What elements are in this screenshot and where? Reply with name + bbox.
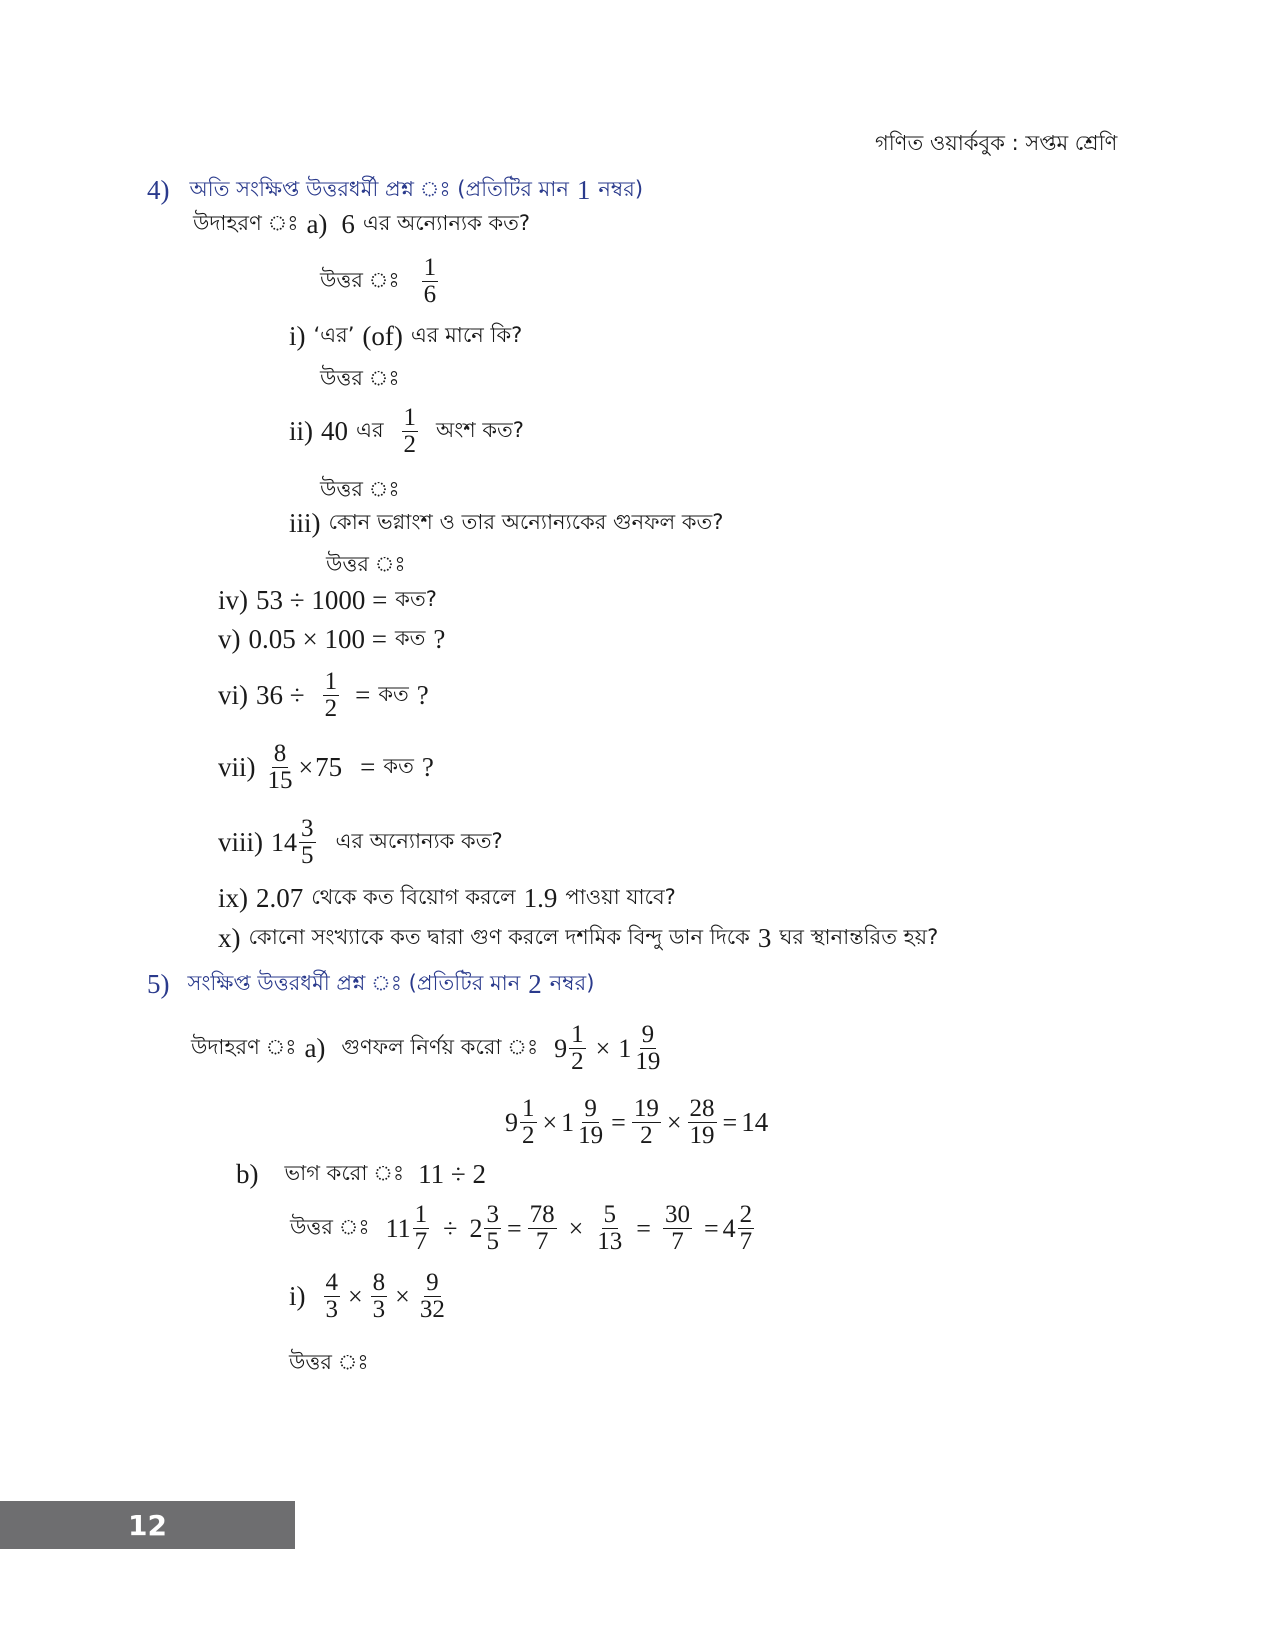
question-4-x [218, 921, 938, 956]
q-value-a: 2.07 [256, 883, 304, 913]
question-4-iv [218, 583, 437, 618]
q-qmark: ? [421, 752, 434, 783]
section-4-number: 4) [147, 175, 170, 205]
section-5-example-a [191, 1022, 664, 1076]
q-value: 75 [315, 752, 343, 783]
example-question: এর অন্যোন্যক কত? [362, 211, 531, 235]
q-expr: 0.05 × 100 = [248, 624, 387, 654]
q-text: অংশ কত? [436, 418, 524, 443]
question-4-ii [289, 405, 524, 459]
fraction: $\frac{78}{7}$ [529, 1201, 555, 1256]
operator: ÷ [443, 1213, 458, 1243]
answer-label: উত্তর ঃ [289, 1350, 369, 1374]
q-text: এর মানে কি? [410, 323, 523, 347]
running-header: গণিত ওয়ার্কবুক : সপ্তম শ্রেণি [875, 131, 1118, 155]
q-eq: = [360, 752, 376, 783]
section-5-title: সংক্ষিপ্ত উত্তরধর্মী প্রশ্ন ঃ (প্রতিটির মান [187, 971, 521, 995]
equals: = [722, 1107, 738, 1137]
answer-label: উত্তর ঃ [320, 477, 400, 501]
q-times: × [298, 752, 314, 782]
q-text: কত [394, 626, 426, 650]
q-qmark: ? [433, 624, 446, 654]
q-text-1: কোনো সংখ্যাকে কত দ্বারা গুণ করলে দশমিক বিন্দু ডান দিকে [248, 925, 750, 949]
q-word: এর [356, 418, 384, 443]
fraction: $\frac{19}{2}$ [633, 1095, 659, 1150]
result: 14 [741, 1107, 769, 1138]
example-label: উদাহরণ ঃ [193, 211, 299, 235]
q-value: 40 [321, 416, 348, 447]
q-label: i) [289, 1281, 306, 1312]
section-5-example-b [236, 1157, 486, 1192]
q-expr: 53 ÷ 1000 = [256, 585, 388, 615]
q-label: v) [218, 624, 241, 654]
section-5-number: 5) [147, 969, 170, 999]
q-label: x) [218, 923, 241, 953]
operator: × [595, 1033, 611, 1063]
mixed-number: 1 $\frac{9}{19}$ [561, 1095, 604, 1150]
q-label: viii) [218, 827, 263, 858]
equals: = [703, 1213, 719, 1243]
example-letter: a) [306, 209, 328, 239]
answer-label: উত্তর ঃ [326, 552, 406, 576]
mixed-number: 1 $\frac{9}{19}$ [618, 1021, 661, 1076]
operator: × [666, 1107, 682, 1137]
q-text: কত [378, 682, 409, 707]
answer-label: উত্তর ঃ [290, 1215, 370, 1240]
example-b-solution [290, 1202, 756, 1256]
example-letter: a) [304, 1033, 326, 1064]
q-label: i) [289, 321, 306, 351]
section-5-marks: 2 [528, 969, 542, 999]
q-label: ii) [289, 416, 313, 447]
operator: × [348, 1281, 363, 1311]
q-fraction: $\frac{1}{2}$ [324, 668, 338, 723]
section-4-heading [147, 173, 643, 208]
q-text-2: পাওয়া যাবে? [565, 885, 676, 909]
example-number: 6 [341, 209, 355, 239]
mixed-number: 2 $\frac{3}{5}$ [469, 1201, 499, 1256]
q-text-1: থেকে কত বিয়োগ করলে [311, 885, 516, 909]
q-fraction: $\frac{8}{15}$ [267, 740, 293, 795]
question-5-i [289, 1270, 449, 1324]
section-5-marks-suffix: নম্বর) [549, 971, 595, 995]
fraction: $\frac{9}{32}$ [419, 1269, 445, 1324]
question-4-vii [218, 741, 434, 795]
question-4-viii [218, 816, 503, 870]
q-eq: = [355, 680, 371, 711]
section-4-marks-suffix: নম্বর) [598, 177, 644, 201]
page-number: 12 [128, 1508, 167, 1542]
question-4-iii [289, 506, 723, 541]
q-mixed-number: 14 $\frac{3}{5}$ [271, 815, 314, 870]
example-letter: b) [236, 1159, 259, 1189]
question-4-ix [218, 881, 676, 916]
fraction: $\frac{5}{13}$ [597, 1201, 623, 1256]
q-text: এর অন্যোন্যক কত? [335, 829, 503, 854]
fraction: $\frac{4}{3}$ [325, 1269, 338, 1324]
section-4-title: অতি সংক্ষিপ্ত উত্তরধর্মী প্রশ্ন ঃ (প্রতিটির মান [189, 177, 569, 201]
section-5-heading [147, 967, 594, 1002]
operator: × [568, 1213, 584, 1243]
section-4-example [193, 207, 530, 242]
answer-label: উত্তর ঃ [320, 268, 400, 293]
page-number-tab [0, 1501, 295, 1549]
q-label: ix) [218, 883, 248, 913]
q-expr: 36 ÷ [256, 680, 305, 711]
equals: = [636, 1213, 651, 1243]
example-answer-fraction: $\frac{1}{6}$ [423, 254, 437, 309]
mixed-number: 9 $\frac{1}{2}$ [554, 1021, 584, 1076]
equals: = [506, 1213, 522, 1243]
question-4-vi [218, 669, 429, 723]
example-instruction: ভাগ করো ঃ [284, 1161, 405, 1185]
mixed-number: 4 $\frac{2}{7}$ [722, 1201, 753, 1256]
answer-label: উত্তর ঃ [320, 366, 400, 390]
q-text-2: ঘর স্থানান্তরিত হয়? [779, 925, 939, 949]
q-text: কত? [395, 587, 437, 611]
mixed-number: 11 $\frac{1}{7}$ [385, 1201, 428, 1256]
mixed-number: 9 $\frac{1}{2}$ [505, 1095, 535, 1150]
question-4-v [218, 622, 445, 657]
section-4-marks: 1 [576, 175, 591, 205]
question-4-i [289, 319, 522, 354]
equals: = [611, 1107, 626, 1137]
operator: × [542, 1107, 558, 1137]
q-label: vi) [218, 680, 248, 711]
q-text: কত [383, 754, 414, 779]
q-label: vii) [218, 752, 256, 783]
example-instruction: গুণফল নির্ণয় করো ঃ [341, 1035, 539, 1060]
example-label: উদাহরণ ঃ [191, 1035, 297, 1060]
example-expression: 11 ÷ 2 [418, 1159, 486, 1189]
q-of: (of) [362, 321, 403, 351]
q-label: iv) [218, 585, 248, 615]
q-label: iii) [289, 508, 321, 538]
q-text: কোন ভগ্নাংশ ও তার অন্যোন্যকের গুনফল কত? [328, 510, 724, 534]
example-answer [320, 255, 440, 309]
q-fraction: $\frac{1}{2}$ [403, 404, 417, 459]
fraction: $\frac{28}{19}$ [689, 1095, 715, 1150]
q-n: 3 [757, 923, 772, 953]
fraction: $\frac{30}{7}$ [664, 1201, 690, 1256]
fraction: $\frac{8}{3}$ [372, 1269, 386, 1324]
example-a-solution [505, 1096, 768, 1150]
operator: × [395, 1281, 410, 1311]
q-quote: ‘এর’ [313, 323, 355, 347]
q-qmark: ? [416, 680, 429, 711]
q-value-b: 1.9 [523, 883, 558, 913]
